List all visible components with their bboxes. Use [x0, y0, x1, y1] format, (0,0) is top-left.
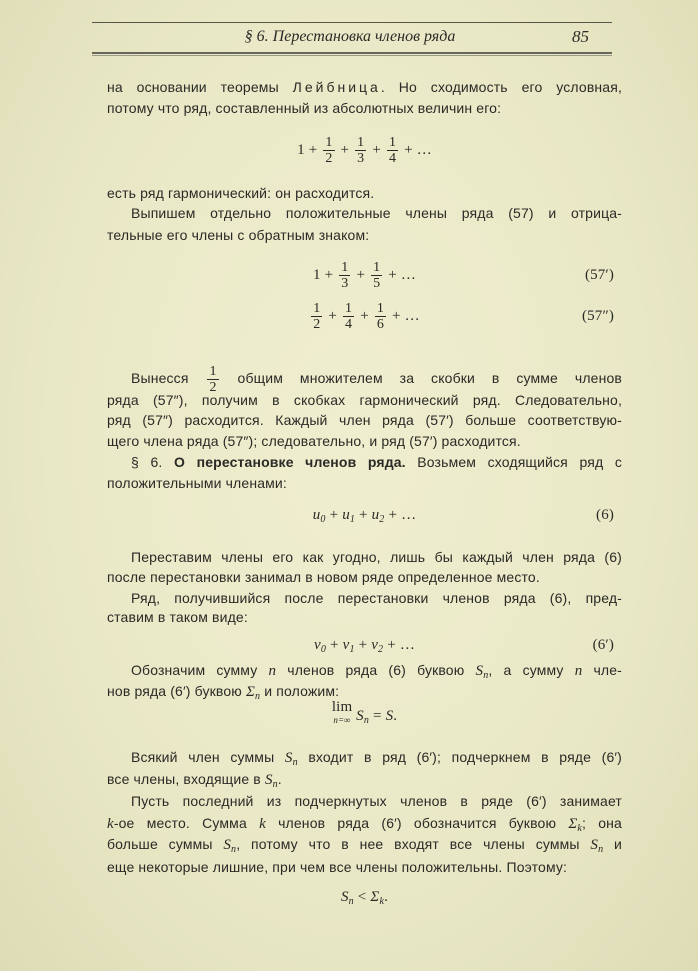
subscript: n	[598, 844, 604, 855]
text-line	[107, 814, 622, 832]
variable: v	[314, 637, 321, 653]
operator: +	[358, 637, 368, 653]
numerator: 1	[313, 301, 321, 317]
header-rule-top	[92, 22, 612, 23]
text-line	[107, 184, 622, 202]
text-line	[107, 858, 622, 876]
formula-line	[107, 628, 622, 662]
text-run: членов ряда (6) буквою	[276, 662, 476, 678]
fraction	[339, 260, 350, 291]
numerator: 1	[341, 260, 349, 276]
formula-line	[107, 299, 622, 333]
denominator: 2	[313, 317, 321, 333]
math-variable	[285, 750, 298, 766]
text-line	[107, 661, 622, 679]
limit	[332, 699, 352, 724]
text-run: .	[393, 708, 398, 724]
variable: S	[264, 772, 273, 788]
text-run: чле-	[582, 662, 622, 678]
text-run: Ряд, получившийся после перестановки членов ряда (6), пред-	[131, 590, 622, 606]
variable: S	[475, 663, 484, 679]
variable: Σ	[245, 684, 256, 700]
operator: +	[328, 308, 338, 324]
subscript: n	[272, 779, 278, 790]
text-run: общим множителем за скобки в сумме членов	[220, 370, 622, 387]
header-rule-bottom	[92, 52, 612, 54]
text-line	[107, 99, 622, 117]
text-run: и	[603, 836, 622, 852]
math-variable	[341, 889, 354, 905]
text-line	[107, 474, 622, 492]
formula-line	[107, 880, 622, 914]
equation-number: (6)	[596, 507, 614, 523]
text-line	[107, 770, 622, 788]
subscript: n	[292, 757, 298, 768]
text-line	[107, 364, 622, 395]
math-variable	[370, 889, 384, 905]
operator: +	[388, 507, 398, 523]
text-run: после перестановки занимал в новом ряде определенное место.	[107, 569, 540, 585]
spaced-name: Лейбница	[292, 79, 381, 95]
denominator: 2	[325, 151, 333, 167]
subscript: n	[348, 896, 354, 907]
math-variable	[259, 816, 266, 832]
text-run: членов ряда (6′) обозначится буквою	[265, 815, 569, 831]
math-variable	[568, 816, 582, 832]
subscript: n	[483, 670, 489, 681]
fraction	[375, 301, 386, 332]
text-run: § 6.	[131, 454, 175, 470]
operator: +	[387, 637, 396, 653]
math-variable	[372, 507, 385, 523]
variable: v	[342, 637, 350, 653]
text-run: Переставим члены его как угодно, лишь бы каждый член ряда (6)	[131, 549, 622, 565]
numerator: 1	[376, 301, 384, 317]
operator: +	[359, 507, 368, 523]
operator: <	[357, 889, 367, 905]
numerator: 1	[373, 260, 381, 276]
denominator: 3	[341, 276, 349, 292]
subscript: 2	[379, 514, 385, 525]
text-line	[107, 391, 622, 409]
variable: S	[284, 750, 293, 766]
text-line	[107, 792, 622, 810]
text-run: 1	[297, 142, 305, 158]
header-rule-bottom-thin	[92, 55, 612, 56]
math-variable	[314, 637, 326, 653]
numerator: 1	[388, 135, 397, 151]
text-line	[107, 608, 622, 626]
text-run: , а сумму	[488, 662, 575, 678]
text-line	[107, 748, 622, 766]
text-line	[107, 568, 622, 586]
text-run: -ое место. Сумма	[113, 815, 260, 831]
text-line	[107, 453, 622, 471]
denominator: 6	[376, 317, 384, 333]
math-variable	[342, 507, 355, 523]
text-line	[107, 589, 622, 607]
text-run: Обозначим сумму	[131, 662, 269, 678]
page-number: 85	[572, 27, 589, 46]
equation-number: (6′)	[592, 637, 614, 653]
variable: u	[342, 507, 350, 523]
equation-number: (57′)	[584, 267, 614, 283]
text-line	[107, 204, 622, 222]
text-run: …	[399, 637, 415, 653]
text-run: больше суммы	[107, 836, 224, 852]
math-variable	[476, 663, 489, 679]
variable: Σ	[568, 816, 578, 832]
text-line	[107, 226, 622, 244]
operator: +	[360, 308, 369, 324]
subscript: n	[231, 844, 237, 855]
text-run: …	[401, 507, 417, 523]
text-run: . Но сходимость его условная,	[380, 79, 623, 95]
text-line	[107, 78, 622, 96]
text-run: тельные его члены с обратным знаком:	[107, 227, 370, 243]
subscript: n	[255, 691, 261, 702]
variable: u	[312, 507, 321, 523]
variable: S	[385, 708, 394, 724]
text-run: входит в ряд (6′); подчеркнем в ряде (6′)	[297, 749, 622, 765]
fraction	[371, 260, 382, 291]
text-run: еще некоторые лишние, при чем все члены положительны. Поэтому:	[107, 859, 568, 875]
operator: +	[329, 507, 339, 523]
math-variable	[356, 708, 369, 724]
variable: n	[268, 663, 277, 679]
text-run: Возьмем сходящийся ряд с	[405, 454, 622, 470]
math-variable	[343, 637, 355, 653]
text-run: Вынесся	[131, 370, 206, 387]
text-run: нов ряда (6′) буквою	[107, 683, 246, 699]
variable: S	[340, 889, 349, 905]
operator: +	[372, 142, 381, 158]
denominator: 3	[357, 151, 365, 167]
limit-subscript: n=∞	[333, 715, 351, 725]
text-line	[107, 432, 622, 450]
subscript: 0	[320, 514, 326, 525]
text-run: и положим:	[260, 683, 340, 699]
variable: k	[259, 816, 266, 832]
denominator: 4	[388, 151, 397, 167]
math-variable	[265, 772, 278, 788]
variable: S	[356, 708, 364, 724]
formula-line	[107, 133, 622, 167]
math-variable	[371, 637, 383, 653]
math-variable	[590, 837, 603, 853]
variable: k	[107, 816, 114, 832]
numerator: 1	[325, 135, 333, 151]
text-run: на основании теоремы	[107, 79, 293, 95]
text-run: потому что ряд, составленный из абсолютных величин его:	[107, 100, 502, 116]
text-line	[107, 682, 622, 700]
fraction	[311, 301, 322, 332]
denominator: 5	[373, 276, 381, 292]
subscript: 1	[349, 644, 355, 655]
numerator: 1	[357, 135, 365, 151]
formula-line	[107, 498, 622, 532]
equation-number: (57″)	[582, 308, 614, 324]
text-line	[107, 548, 622, 566]
text-run: ряд (57″) расходится. Каждый член ряда (57′) больше соответствую-	[107, 412, 622, 428]
text-run: ставим в таком виде:	[107, 609, 248, 625]
numerator: 1	[345, 301, 353, 317]
text-line	[107, 835, 622, 853]
operator: +	[404, 142, 413, 158]
text-run: …	[416, 142, 432, 158]
text-run: щего члена ряда (57″); следовательно, и ряд (57′) расходится.	[107, 433, 521, 449]
subscript: 2	[378, 644, 384, 655]
text-run: Выпишем отдельно положительные члены ряда (57) и отрица-	[131, 205, 622, 221]
operator: +	[324, 267, 334, 283]
text-run: положительными членами:	[107, 475, 287, 491]
text-run: Пусть последний из подчеркнутых членов в ряде (6′) занимает	[131, 793, 622, 809]
math-variable	[246, 684, 260, 700]
fraction	[355, 135, 366, 166]
subscript: k	[379, 896, 385, 907]
subscript: 0	[320, 644, 326, 655]
operator: +	[356, 267, 366, 283]
math-variable	[313, 507, 326, 523]
text-run: ряда (57″), получим в скобках гармонический ряд. Следовательно,	[107, 392, 622, 408]
text-run: 1	[313, 267, 321, 283]
operator: +	[388, 267, 397, 283]
text-run: Всякий член суммы	[131, 749, 285, 765]
text-run: .	[384, 889, 388, 905]
text-run: есть ряд гармонический: он расходится.	[107, 185, 375, 201]
denominator: 2	[209, 380, 217, 395]
subscript: n	[363, 715, 369, 726]
section-heading: О перестановке членов ряда.	[174, 454, 406, 470]
variable: n	[574, 663, 583, 679]
text-run: ; она	[581, 815, 622, 831]
variable: v	[371, 637, 379, 653]
text-line	[107, 411, 622, 429]
fraction	[387, 135, 398, 166]
denominator: 4	[345, 317, 353, 333]
variable: S	[223, 837, 232, 853]
fraction	[343, 301, 354, 332]
math-variable	[107, 816, 114, 832]
variable: Σ	[370, 889, 380, 905]
text-run: все члены, входящие в	[107, 771, 265, 787]
variable: S	[590, 837, 599, 853]
limit-word: lim	[331, 699, 353, 715]
numerator: 1	[209, 364, 217, 379]
text-run: …	[404, 308, 420, 324]
operator: +	[308, 142, 318, 158]
running-header-title: § 6. Перестановка членов ряда	[244, 28, 456, 45]
text-run: , потому что в нее входят все члены суммы	[236, 836, 591, 852]
subscript: k	[577, 823, 582, 834]
math-variable	[223, 837, 236, 853]
text-run: …	[400, 267, 416, 283]
text-run: .	[277, 771, 282, 787]
operator: +	[391, 308, 401, 324]
operator: =	[372, 708, 382, 724]
formula-line	[107, 258, 622, 292]
variable: u	[371, 507, 380, 523]
fraction	[323, 135, 334, 166]
subscript: 1	[349, 514, 356, 525]
operator: +	[330, 637, 339, 653]
formula-line	[107, 699, 622, 733]
operator: +	[340, 142, 350, 158]
